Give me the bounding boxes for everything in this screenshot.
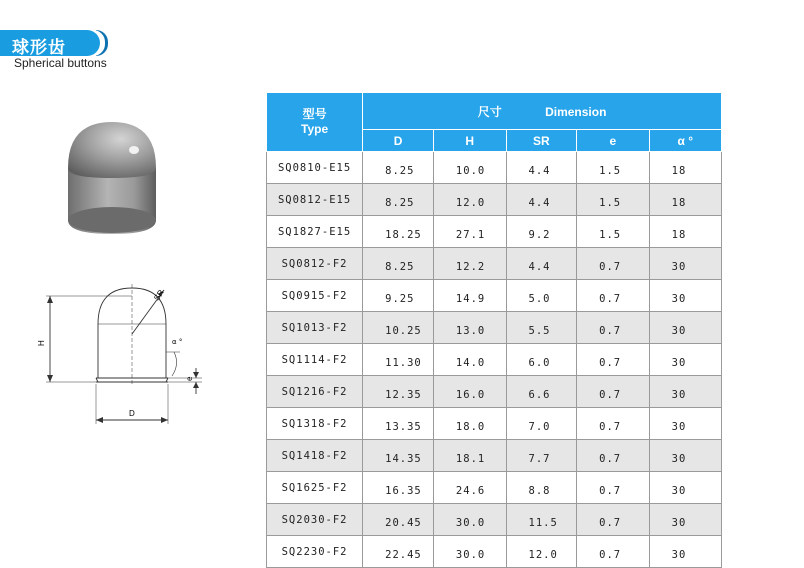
cell-type: SQ1827-E15	[267, 216, 363, 248]
cell-sr: 6.6	[506, 376, 577, 408]
cell-h: 10.0	[433, 152, 506, 184]
cell-d: 18.25	[363, 216, 434, 248]
section-title-chinese: 球形齿	[12, 38, 66, 58]
cell-e: 0.7	[577, 248, 649, 280]
table-row	[267, 408, 722, 440]
cell-type: SQ1418-F2	[267, 440, 363, 472]
cell-alpha: 30	[649, 344, 721, 376]
cell-e: 1.5	[577, 216, 649, 248]
cell-d: 22.45	[363, 536, 434, 568]
cell-alpha: 30	[649, 312, 721, 344]
cell-sr: 5.0	[506, 280, 577, 312]
table-row	[267, 184, 722, 216]
cell-e: 1.5	[577, 152, 649, 184]
cell-type: SQ0810-E15	[267, 152, 363, 184]
table-row	[267, 248, 722, 280]
header-dimension-zh: 尺寸	[477, 104, 502, 119]
drawing-label-alpha: α °	[172, 338, 183, 346]
column-header-sr: SR	[506, 130, 577, 152]
cell-h: 30.0	[433, 536, 506, 568]
section-title-tab	[0, 30, 100, 56]
cell-type: SQ0812-F2	[267, 248, 363, 280]
header-type	[267, 93, 363, 152]
cell-alpha: 30	[649, 536, 721, 568]
cell-alpha: 30	[649, 248, 721, 280]
header-dimension	[363, 93, 722, 130]
cell-d: 8.25	[363, 152, 434, 184]
cell-h: 12.2	[433, 248, 506, 280]
cell-type: SQ0812-E15	[267, 184, 363, 216]
cell-e: 0.7	[577, 504, 649, 536]
column-header-alpha: α °	[649, 130, 721, 152]
cell-e: 1.5	[577, 184, 649, 216]
cell-alpha: 30	[649, 504, 721, 536]
cell-sr: 9.2	[506, 216, 577, 248]
cell-h: 16.0	[433, 376, 506, 408]
header-type-zh: 型号	[302, 107, 327, 121]
table-row	[267, 312, 722, 344]
cell-alpha: 30	[649, 472, 721, 504]
cell-type: SQ0915-F2	[267, 280, 363, 312]
cell-sr: 6.0	[506, 344, 577, 376]
table-row	[267, 504, 722, 536]
cell-e: 0.7	[577, 312, 649, 344]
column-header-h: H	[433, 130, 506, 152]
drawing-label-e: e	[185, 376, 194, 381]
table-row	[267, 472, 722, 504]
cell-h: 24.6	[433, 472, 506, 504]
cell-alpha: 30	[649, 376, 721, 408]
cell-d: 13.35	[363, 408, 434, 440]
cell-h: 12.0	[433, 184, 506, 216]
cell-type: SQ1625-F2	[267, 472, 363, 504]
spherical-button-photo	[60, 120, 170, 240]
column-header-d: D	[363, 130, 434, 152]
section-title-english: Spherical buttons	[14, 56, 107, 70]
cell-sr: 4.4	[506, 248, 577, 280]
cell-e: 0.7	[577, 408, 649, 440]
cell-h: 27.1	[433, 216, 506, 248]
cell-d: 12.35	[363, 376, 434, 408]
table-row	[267, 280, 722, 312]
cell-e: 0.7	[577, 536, 649, 568]
cell-d: 8.25	[363, 248, 434, 280]
table-row	[267, 344, 722, 376]
cell-alpha: 18	[649, 184, 721, 216]
cell-sr: 7.0	[506, 408, 577, 440]
cell-type: SQ1013-F2	[267, 312, 363, 344]
cell-h: 13.0	[433, 312, 506, 344]
cell-e: 0.7	[577, 344, 649, 376]
drawing-label-h: H	[37, 340, 46, 346]
header-dimension-en: Dimension	[545, 104, 607, 119]
cell-h: 18.1	[433, 440, 506, 472]
cell-type: SQ1114-F2	[267, 344, 363, 376]
cell-type: SQ2230-F2	[267, 536, 363, 568]
cell-sr: 11.5	[506, 504, 577, 536]
dimension-drawing	[34, 282, 214, 432]
cell-type: SQ1216-F2	[267, 376, 363, 408]
cell-e: 0.7	[577, 472, 649, 504]
table-row	[267, 216, 722, 248]
spec-table-body	[267, 152, 722, 568]
drawing-label-sr: SR	[152, 288, 166, 303]
cell-alpha: 30	[649, 440, 721, 472]
cell-e: 0.7	[577, 376, 649, 408]
cell-d: 8.25	[363, 184, 434, 216]
cell-sr: 4.4	[506, 152, 577, 184]
cell-sr: 12.0	[506, 536, 577, 568]
cell-d: 11.30	[363, 344, 434, 376]
header-type-en: Type	[301, 122, 329, 136]
cell-sr: 5.5	[506, 312, 577, 344]
cell-e: 0.7	[577, 440, 649, 472]
table-row	[267, 152, 722, 184]
cell-type: SQ1318-F2	[267, 408, 363, 440]
cell-d: 14.35	[363, 440, 434, 472]
cell-alpha: 18	[649, 152, 721, 184]
cell-sr: 8.8	[506, 472, 577, 504]
column-header-e: e	[577, 130, 649, 152]
cell-sr: 7.7	[506, 440, 577, 472]
cell-sr: 4.4	[506, 184, 577, 216]
cell-type: SQ2030-F2	[267, 504, 363, 536]
cell-alpha: 18	[649, 216, 721, 248]
cell-d: 20.45	[363, 504, 434, 536]
table-row	[267, 440, 722, 472]
cell-h: 14.9	[433, 280, 506, 312]
table-row	[267, 536, 722, 568]
cell-h: 18.0	[433, 408, 506, 440]
cell-e: 0.7	[577, 280, 649, 312]
cell-alpha: 30	[649, 408, 721, 440]
spec-table	[266, 92, 722, 568]
cell-d: 10.25	[363, 312, 434, 344]
drawing-label-d: D	[129, 409, 135, 418]
table-row	[267, 376, 722, 408]
cell-d: 16.35	[363, 472, 434, 504]
cell-alpha: 30	[649, 280, 721, 312]
cell-h: 30.0	[433, 504, 506, 536]
cell-h: 14.0	[433, 344, 506, 376]
cell-d: 9.25	[363, 280, 434, 312]
